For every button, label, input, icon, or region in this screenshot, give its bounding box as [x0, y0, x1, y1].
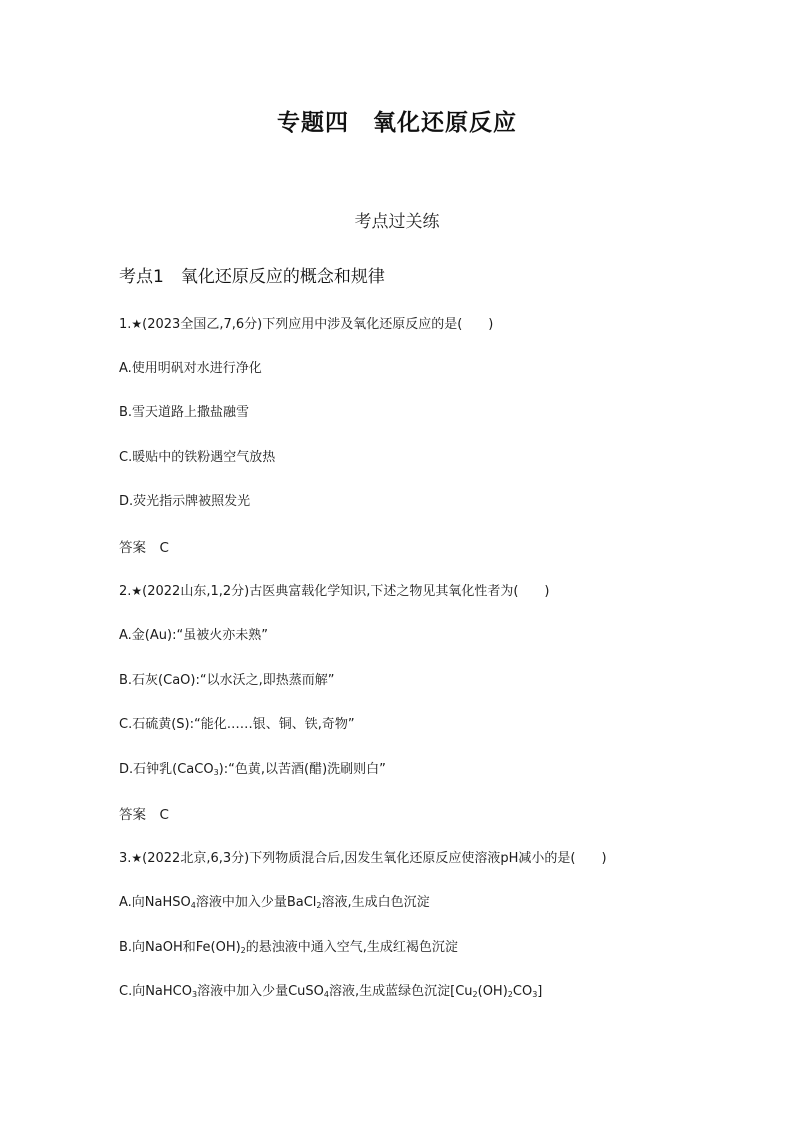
section-heading: 考点1 氧化还原反应的概念和规律 — [119, 267, 385, 287]
question-2-stem — [119, 580, 549, 599]
option-text: ] — [537, 984, 543, 999]
question-text: (2022北京,6,3分)下列物质混合后,因发生氧化还原反应使溶液pH减小的是( ) — [142, 851, 607, 866]
subscript: 2 — [507, 990, 513, 999]
question-3-option-c — [119, 980, 542, 999]
question-2-option-c: C.石硫黄(S):“能化……银、铜、铁,奇物” — [119, 717, 355, 732]
question-text: (2022山东,1,2分)古医典富载化学知识,下述之物见其氧化性者为( ) — [142, 584, 550, 599]
subscript: 3 — [532, 990, 538, 999]
option-text: C.向NaHCO — [119, 984, 192, 999]
star-icon: ★ — [131, 851, 143, 865]
question-1-option-b: B.雪天道路上撒盐融雪 — [119, 405, 250, 420]
subscript: 2 — [316, 901, 322, 910]
option-text: 溶液中加入少量CuSO — [197, 984, 324, 999]
subscript: 4 — [323, 990, 329, 999]
option-text: D.石钟乳(CaCO — [119, 762, 214, 777]
option-text: 溶液中加入少量BaCl — [195, 895, 317, 910]
question-number: 2. — [119, 584, 132, 599]
question-2-option-b: B.石灰(CaO):“以水沃之,即热蒸而解” — [119, 673, 335, 688]
option-text: 溶液,生成白色沉淀 — [321, 895, 430, 910]
question-3-option-b — [119, 936, 458, 955]
star-icon: ★ — [131, 317, 143, 331]
question-3-stem — [119, 847, 607, 866]
page-title: 专题四 氧化还原反应 — [277, 110, 517, 136]
subscript: 3 — [213, 768, 219, 777]
option-text: (OH) — [477, 984, 508, 999]
subscript: 2 — [240, 946, 246, 955]
option-text: ):“色黄,以苦酒(醋)洗刷则白” — [218, 762, 386, 777]
question-2-answer: 答案 C — [119, 807, 169, 823]
option-text: 的悬浊液中通入空气,生成红褐色沉淀 — [245, 940, 458, 955]
option-text: 溶液,生成蓝绿色沉淀[Cu — [329, 984, 473, 999]
question-2-option-a: A.金(Au):“虽被火亦未熟” — [119, 628, 268, 643]
question-number: 3. — [119, 851, 132, 866]
option-text: CO — [512, 984, 533, 999]
star-icon: ★ — [131, 584, 143, 598]
question-3-option-a — [119, 891, 430, 910]
subscript: 3 — [192, 990, 198, 999]
question-2-option-d — [119, 758, 386, 777]
question-1-option-d: D.荧光指示牌被照发光 — [119, 494, 251, 509]
question-1-stem — [119, 313, 493, 332]
subscript: 4 — [190, 901, 196, 910]
question-1-option-a: A.使用明矾对水进行净化 — [119, 361, 262, 376]
question-number: 1. — [119, 317, 132, 332]
subscript: 2 — [472, 990, 478, 999]
question-1-option-c: C.暖贴中的铁粉遇空气放热 — [119, 450, 276, 465]
option-text: B.向NaOH和Fe(OH) — [119, 940, 241, 955]
option-text: A.向NaHSO — [119, 895, 191, 910]
question-1-answer: 答案 C — [119, 540, 169, 556]
question-text: (2023全国乙,7,6分)下列应用中涉及氧化还原反应的是( ) — [142, 317, 494, 332]
page-subtitle: 考点过关练 — [354, 212, 440, 232]
